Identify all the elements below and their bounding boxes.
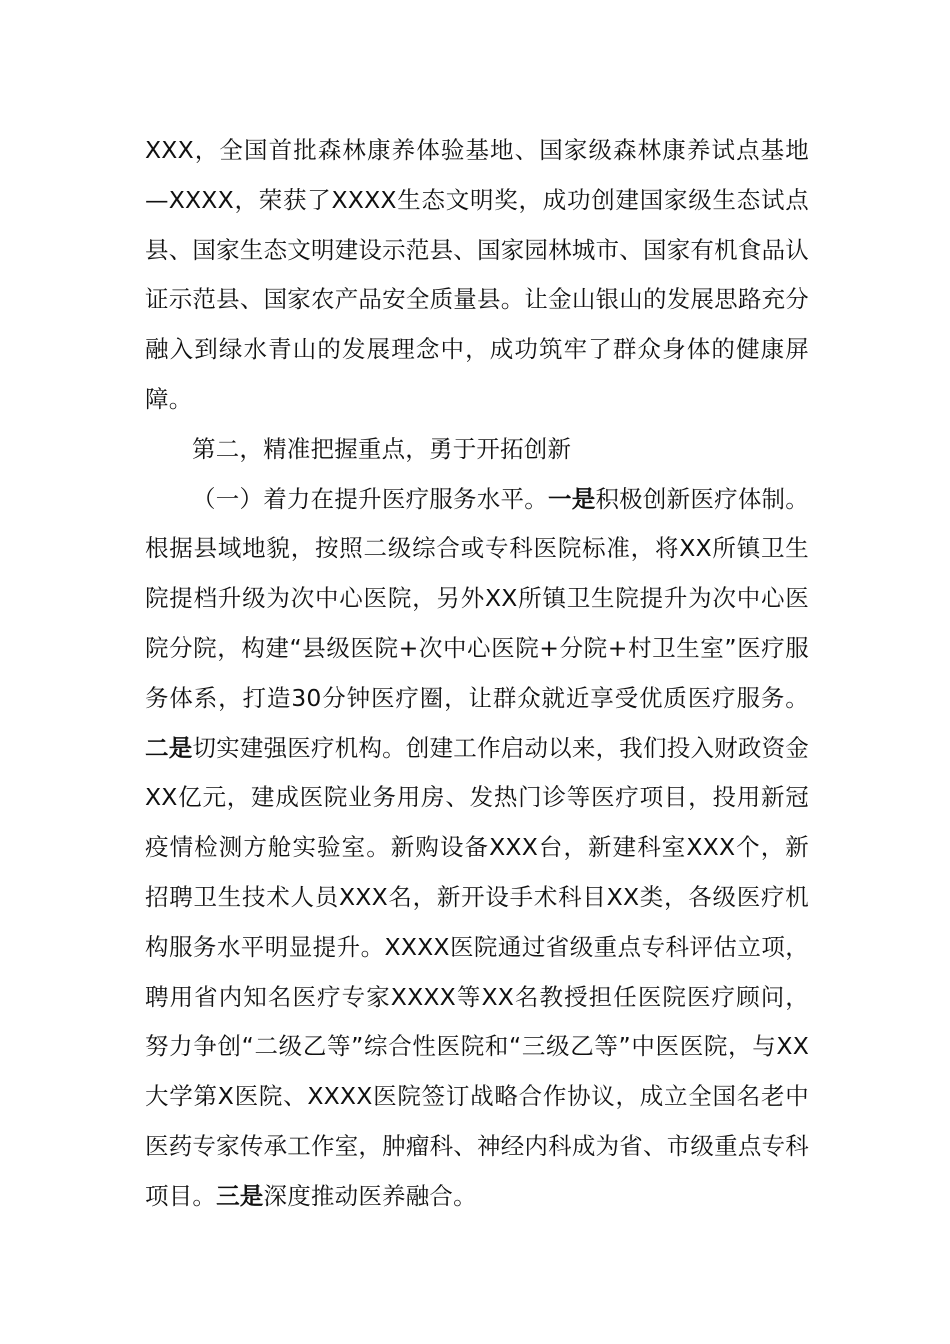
point-marker-one: 一是 (547, 484, 596, 513)
point-text-three: 深度推动医养融合。 (263, 1181, 477, 1210)
section-heading: 第二，精准把握重点，勇于开拓创新 (192, 434, 572, 463)
document-body (145, 126, 809, 1222)
point-marker-three: 三是 (216, 1181, 264, 1210)
paragraph-ecology: XXX，全国首批森林康养体验基地、国家级森林康养试点基地—XXXX，荣获了XXXX生态文明奖，成功创建国家级生态试点县、国家生态文明建设示范县、国家园林城市、国家有机食品认证示范县、国家农产品安全质量县。让金山银山的发展思路充分融入到绿水青山的发展理念中，成功筑牢了群众身体的健康屏障。 (145, 136, 809, 413)
point-text-one: 积极创新医疗体制。根据县域地貌，按照二级综合或专科医院标准，将XX所镇卫生院提档升级为次中心医院，另外XX所镇卫生院提升为次中心医院分院，构建“县级医院+次中心医院+分院+村卫生室”医疗服务体系，打造30分钟医疗圈，让群众就近享受优质医疗服务。 (145, 484, 809, 712)
point-marker-two: 二是 (145, 733, 193, 762)
point-text-two: 切实建强医疗机构。创建工作启动以来，我们投入财政资金XX亿元，建成医院业务用房、发热门诊等医疗项目，投用新冠疫情检测方舱实验室。新购设备XXX台，新建科室XXX个，新招聘卫生技术人员XXX名，新开设手术科目XX类，各级医疗机构服务水平明显提升。XXXX医院通过省级重点专科评估立项，聘用省内知名医疗专家XXXX等XX名教授担任医院医疗顾问，努力争创“二级乙等”综合性医院和“三级乙等”中医医院，与XX大学第X医院、XXXX医院签订战略合作协议，成立全国名老中医药专家传承工作室，肿瘤科、神经内科成为省、市级重点专科项目。 (145, 733, 809, 1210)
subsection-lead: （一）着力在提升医疗服务水平。 (192, 484, 548, 513)
paragraph-medical-service (145, 475, 809, 1222)
